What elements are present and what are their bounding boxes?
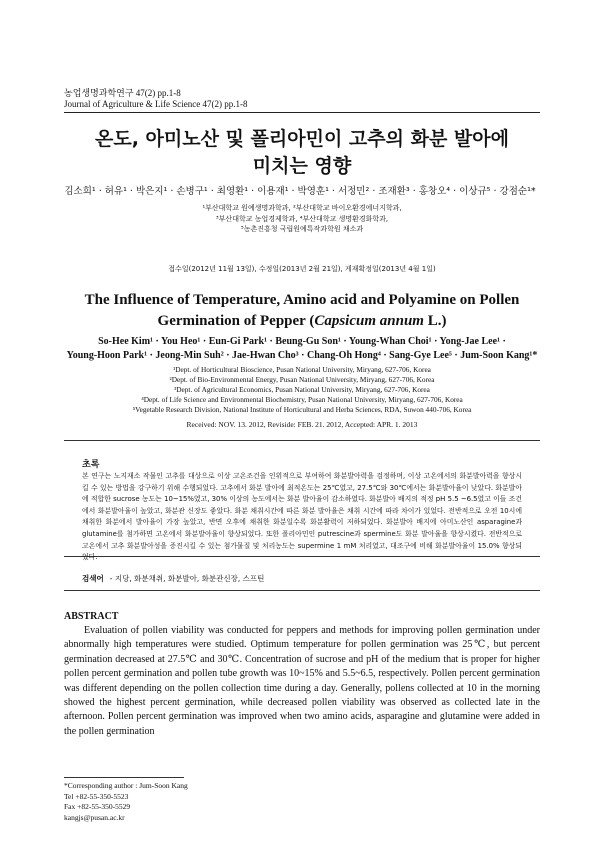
corresponding-author: *Corresponding author : Jum-Soon Kang	[64, 781, 188, 790]
english-title-line1: The Influence of Temperature, Amino acid and Polyamine on Pollen	[84, 292, 520, 308]
english-title-prefix: Germination of Pepper (	[157, 313, 315, 329]
korean-affiliation-line: ³부산대학교 농업경제학과, ⁴부산대학교 생명환경화학과,	[215, 214, 389, 223]
korean-affiliation-line: ⁵농촌진흥청 국립원예특작과학원 채소과	[240, 225, 364, 233]
footnote	[64, 781, 188, 823]
korean-affiliation-line: ¹부산대학교 원예생명과학과, ²부산대학교 바이오환경에너지학과,	[202, 204, 402, 212]
english-authors-line2: Young-Hoon Park¹ · Jeong-Min Suh² · Jae-Hwan Cho³ · Chang-Oh Hong⁴ · Sang-Gye Lee⁵ · Jum-Soon Kang¹*	[66, 350, 538, 361]
email: kangjs@pusan.ac.kr	[64, 812, 125, 822]
keywords-rule	[64, 590, 540, 591]
korean-title	[64, 126, 540, 180]
english-abstract-heading: ABSTRACT	[64, 611, 119, 622]
korean-title-line1: 온도, 아미노산 및 폴리아민이 고추의 화분 발아에	[95, 128, 509, 150]
english-affiliation-line: ⁵Vegetable Research Division, National Institute of Horticultural and Herba Sciences, RDA, Suwon 440-706, Korea	[132, 405, 472, 414]
species-name: Capsicum annum	[314, 313, 424, 329]
korean-abstract-body: 본 연구는 노지재소 작물인 고추를 대상으로 이상 고온조건을 인위적으로 부여하여 화분발아력을 검정하며, 이상 고온에서의 화분발아력을 향상시킬 수 있는 방법을 강구하기 위해 수행되었다. 고추에서 화분 발아에 최적온도는 25℃였고, 27.5℃와 30℃에서는 화분발아율이 낮았다. 화분발아에 적합한 sucrose 농도는 10~15%였고, 30% 이상의 농도에서는 화분 발아율이 감소하였다. 화분발아 배지의 적정 pH 5.5 ~6.5였고 이들 조건에서 화분발아율이 높았고, 화분관 신장도 좋았다. 화분 채취시간에 따른 화분 발아율은 채취 시간에 따라 차이가 있었다. 전반적으로 오전 10시에 채취한 화분에서 발아율이 가장 높았고, 반면 오후에 채취한 화분일수록 화분활력이 저하되었다. 화분발아 배지에 아미노산인 asparagine과 glutamine를 첨가하면 고온에서 화분발아율이 향상되었다. 또한 폴리아민인 putrescine과 spermine도 화분 발아율을 향상시켰다. 전반적으로 고온에서 고추 화분발아성을 증진시킬 수 있는 첨가물질 및 처리농도는 supermine 1 mM 처리였고, 대조구에 비해 화분발아율이 15.0% 향상되었다.	[82, 472, 522, 562]
english-authors-line1: So-Hee Kim¹ · You Heo¹ · Eun-Gi Park¹ · Beung-Gu Son¹ · Young-Whan Choi¹ · Yong-Jae Lee¹ ·	[98, 336, 506, 347]
english-authors	[64, 335, 540, 363]
korean-affiliations	[64, 203, 540, 235]
telephone: Tel +82-55-350-5523	[64, 791, 129, 801]
english-affiliation-line: ³Dept. of Agricultural Economics, Pusan National University, Miryang, 627-706, Korea	[174, 385, 430, 394]
journal-name-english: Journal of Agriculture & Life Science 47(2) pp.1-8	[64, 99, 248, 109]
english-title-suffix: L.)	[423, 313, 447, 329]
korean-title-line2: 미치는 영향	[252, 155, 352, 177]
english-dates: Received: NOV. 13. 2012, Reviside: FEB. 21. 2012, Accepted: APR. 1. 2013	[186, 420, 418, 429]
fax: Fax +82-55-350-5529	[64, 802, 131, 811]
keywords-label: 검색어	[82, 574, 104, 583]
journal-name-korean: 농업생명과학연구 47(2) pp.1-8	[64, 88, 181, 98]
footnote-rule	[64, 777, 184, 778]
korean-abstract-heading: 초록	[82, 460, 100, 470]
journal-header	[64, 88, 247, 110]
english-affiliation-line: ⁴Dept. of Life Science and Environmental Biochemistry, Pusan National University, Miryang, 627-706, Korea	[141, 395, 463, 404]
korean-keywords	[82, 573, 264, 584]
english-title	[64, 290, 540, 332]
header-rule	[64, 112, 540, 113]
english-affiliations	[64, 365, 540, 415]
english-affiliation-line: ²Dept. of Bio-Environmental Energy, Pusan National University, Miryang, 627-706, Korea	[169, 375, 435, 384]
korean-dates: 접수일(2012년 11월 13일), 수정일(2013년 2월 21일), 게재확정일(2013년 4월 1일)	[168, 265, 436, 273]
english-affiliation-line: ¹Dept. of Horticultural Bioscience, Pusan National University, Miryang, 627-706, Korea	[173, 365, 431, 374]
english-title-line2	[64, 311, 540, 332]
english-abstract-body: Evaluation of pollen viability was conducted for peppers and methods for improving pollen germination under abnormally high temperatures were studied. Optimum temperature for pollen germination was 25℃, but percent germination decreased at 27.5℃ and 30℃. Concentration of sucrose and pH of the medium that is proper for higher pollen percent germination and pollen tube growth was 10~15% and 5.5~6.5, respectively. Pollen percent germination was different depending on the pollen collection time during a day. Generally, pollens collected at 10 in the morning showed the highest percent germination, while decreased pollen viability was observed as collected late in the afternoon. Pollen percent germination was improved when two amino acids, asparagine and glutamine were added in the pollen germination	[64, 625, 540, 737]
keywords-text: - 지당, 화분채취, 화분발아, 화분관신장, 스프틴	[109, 574, 265, 583]
korean-authors: 김소희¹ · 허유¹ · 박은지¹ · 손병구¹ · 최영환¹ · 이용재¹ · 박영훈¹ · 서정민² · 조재환³ · 홍창오⁴ · 이상규⁵ · 강점순¹*	[64, 186, 536, 197]
